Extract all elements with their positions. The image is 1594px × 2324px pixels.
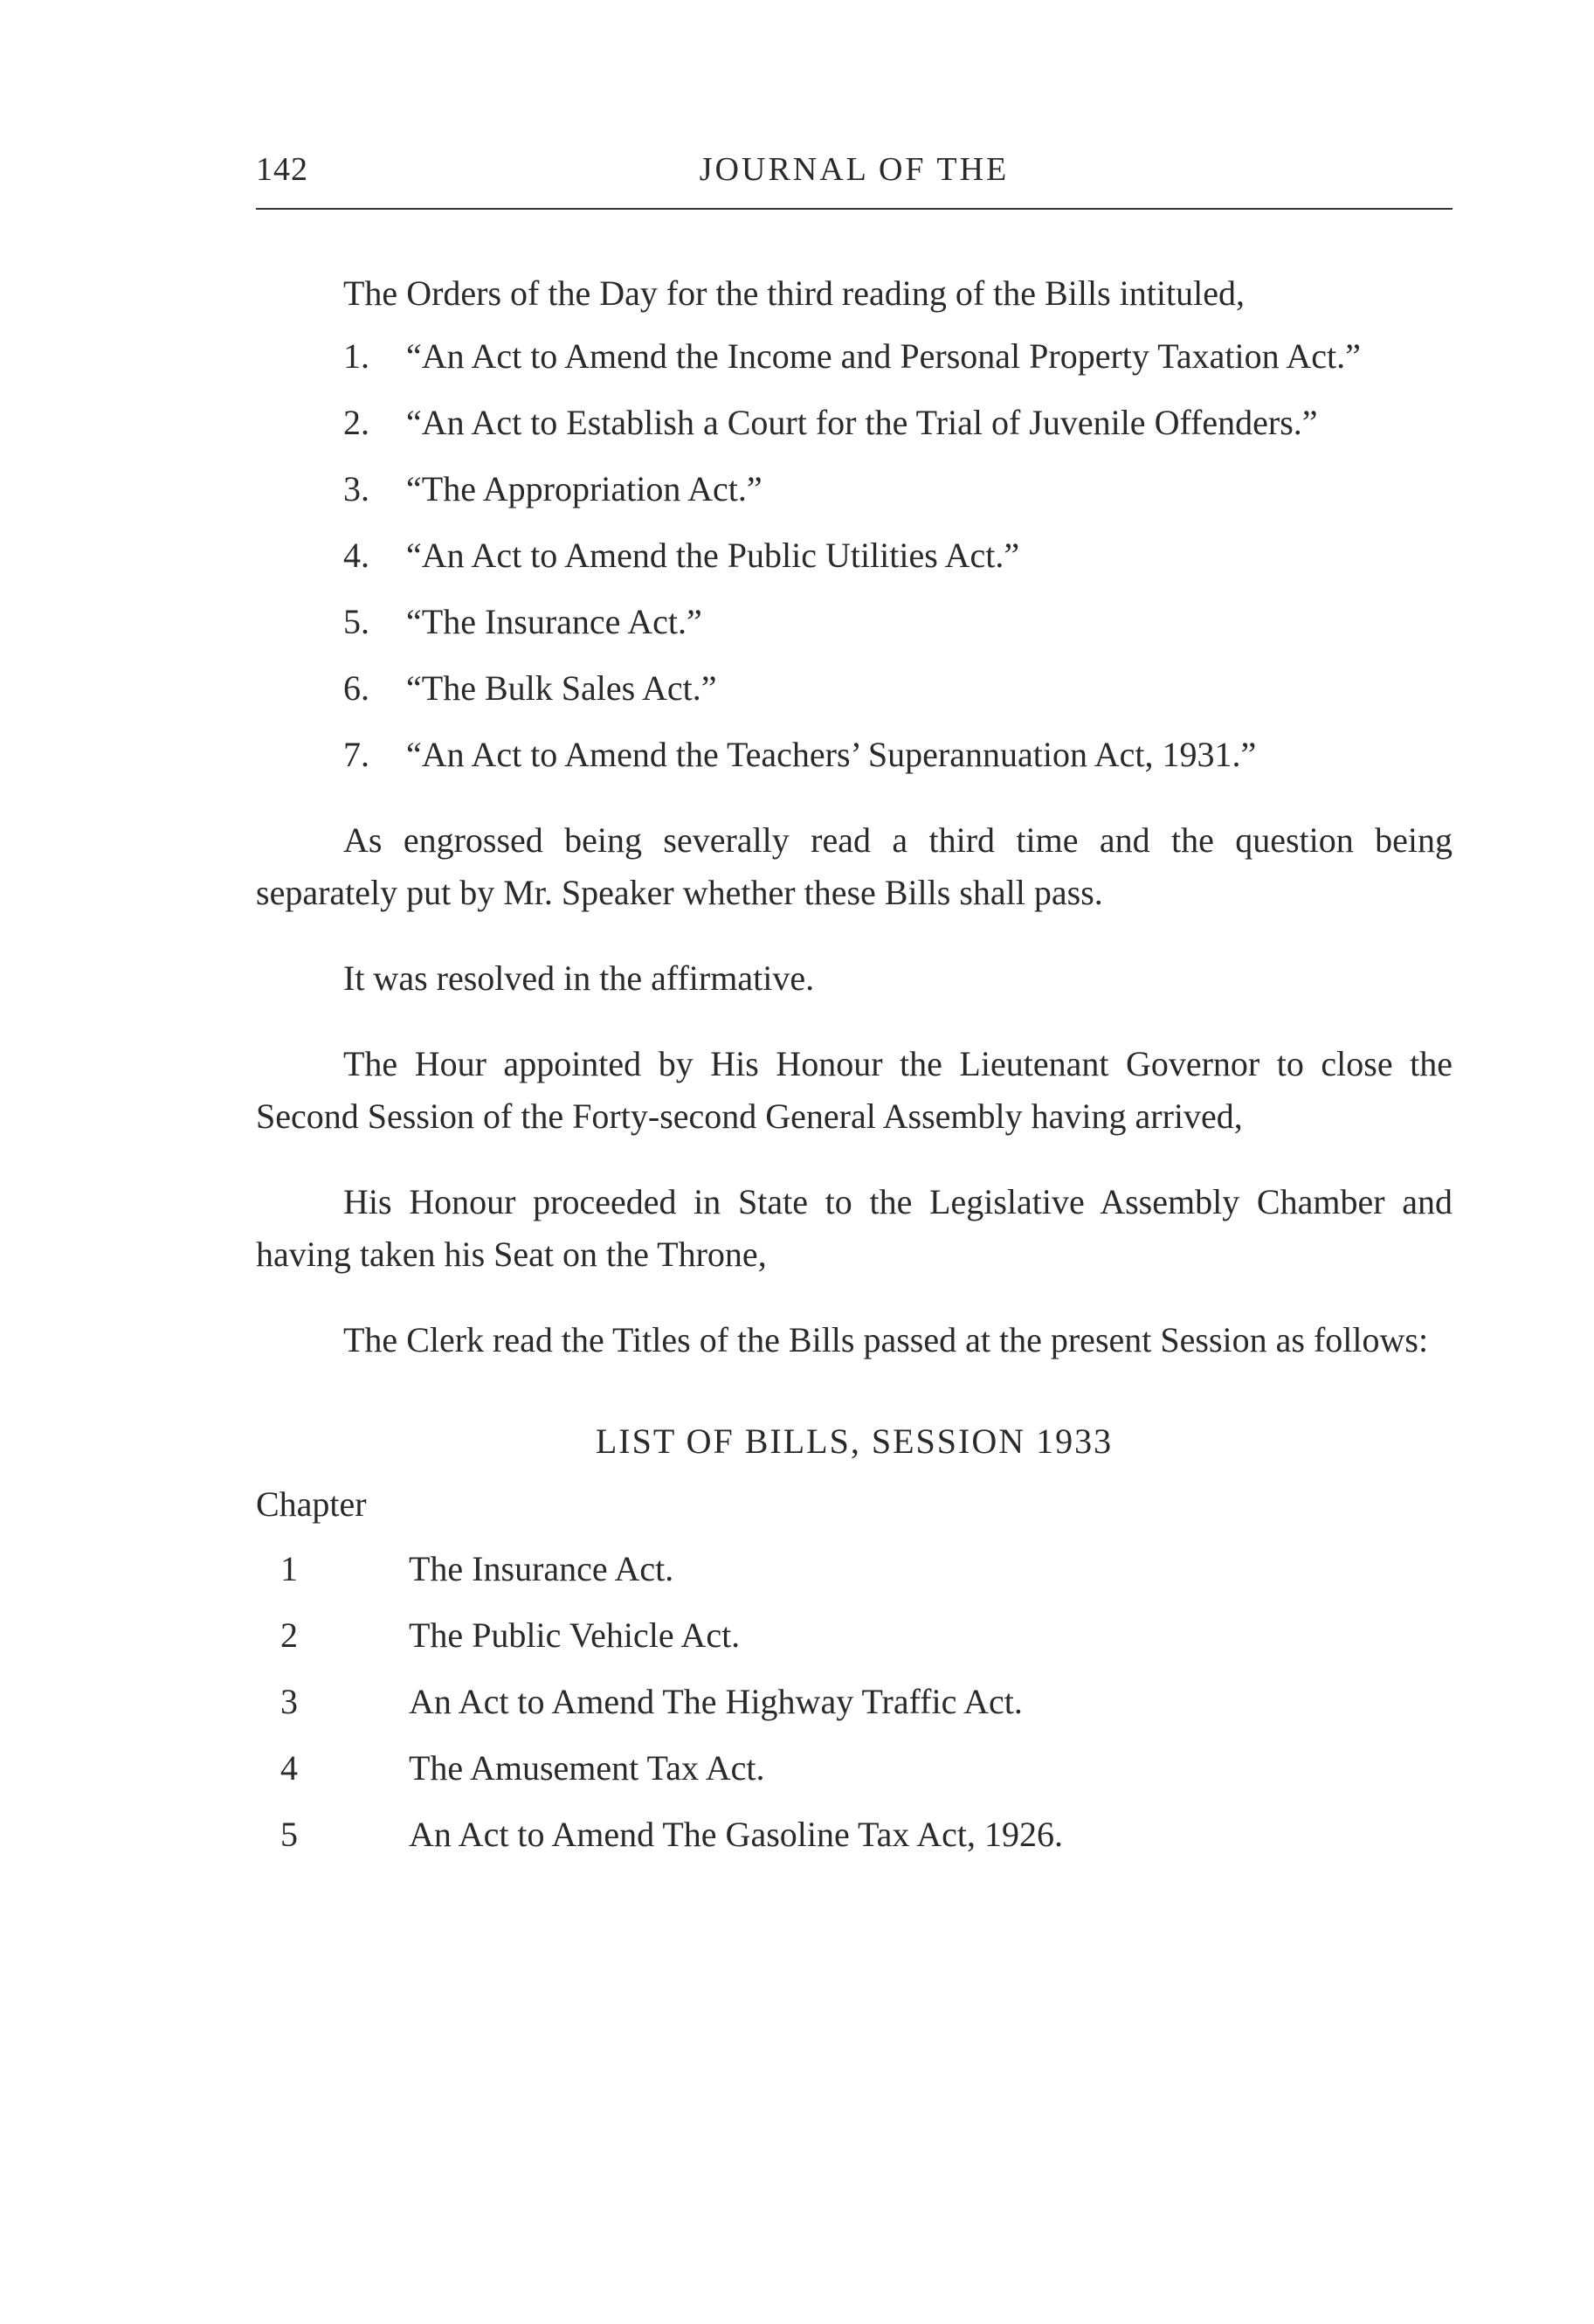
bill-title: “The Appropriation Act.” — [406, 469, 762, 508]
hour-appointed-paragraph: The Hour appointed by His Honour the Lieutenant Governor to close the Second Session of the Forty-second General Assembly having arrived, — [256, 1044, 1453, 1136]
bill-title: “The Insurance Act.” — [406, 602, 702, 641]
resolved-paragraph: It was resolved in the affirmative. — [343, 958, 815, 998]
chapter-number: 4 — [280, 1748, 298, 1788]
bill-title: “The Bulk Sales Act.” — [406, 668, 717, 708]
bill-number: 6. — [343, 668, 369, 708]
running-title: JOURNAL OF THE — [699, 151, 1010, 188]
bill-item — [256, 397, 1453, 449]
page-number: 142 — [256, 151, 308, 188]
page-header — [256, 150, 1453, 190]
header-rule — [256, 208, 1453, 210]
bill-title: “An Act to Amend the Public Utilities Act.” — [406, 536, 1020, 575]
chapter-title: The Public Vehicle Act. — [409, 1615, 741, 1655]
bill-item — [256, 596, 1453, 648]
chapter-number: 5 — [280, 1815, 298, 1854]
intro-paragraph: The Orders of the Day for the third reading of the Bills intituled, — [343, 273, 1245, 313]
chapter-row — [256, 1676, 1453, 1728]
chapter-number: 2 — [280, 1615, 298, 1655]
bill-list — [256, 330, 1453, 781]
bill-item — [256, 463, 1453, 515]
chapter-title: An Act to Amend The Gasoline Tax Act, 1926. — [409, 1815, 1063, 1854]
chapter-list — [256, 1543, 1453, 1861]
bill-number: 7. — [343, 735, 369, 774]
bill-number: 3. — [343, 469, 369, 508]
chapter-title: An Act to Amend The Highway Traffic Act. — [409, 1682, 1023, 1721]
engrossed-paragraph: As engrossed being severally read a third time and the question being separately put by Mr. Speaker whether these Bills shall pass. — [256, 820, 1453, 912]
bill-item — [256, 729, 1453, 781]
bill-title: “An Act to Amend the Income and Personal Property Taxation Act.” — [406, 336, 1361, 376]
chapter-title: The Insurance Act. — [409, 1549, 674, 1588]
chapter-row — [256, 1742, 1453, 1795]
list-heading: LIST OF BILLS, SESSION 1933 — [595, 1421, 1114, 1461]
bill-number: 2. — [343, 403, 369, 442]
clerk-read-paragraph: The Clerk read the Titles of the Bills passed at the present Session as follows: — [343, 1320, 1429, 1359]
chapter-row — [256, 1543, 1453, 1595]
bill-number: 5. — [343, 602, 369, 641]
chapter-title: The Amusement Tax Act. — [409, 1748, 765, 1788]
bill-number: 4. — [343, 536, 369, 575]
chapter-column-label: Chapter — [256, 1484, 367, 1524]
chapter-number: 1 — [280, 1549, 298, 1588]
bill-title: “An Act to Amend the Teachers’ Superannuation Act, 1931.” — [406, 735, 1257, 774]
chapter-row — [256, 1809, 1453, 1861]
bill-item — [256, 529, 1453, 582]
chapter-row — [256, 1609, 1453, 1662]
bill-number: 1. — [343, 336, 369, 376]
page-body — [256, 267, 1453, 1875]
bill-title: “An Act to Establish a Court for the Trial of Juvenile Offenders.” — [406, 403, 1318, 442]
his-honour-paragraph: His Honour proceeded in State to the Legislative Assembly Chamber and having taken his Seat on the Throne, — [256, 1182, 1453, 1274]
bill-item — [256, 330, 1453, 383]
bill-item — [256, 662, 1453, 715]
chapter-number: 3 — [280, 1682, 298, 1721]
